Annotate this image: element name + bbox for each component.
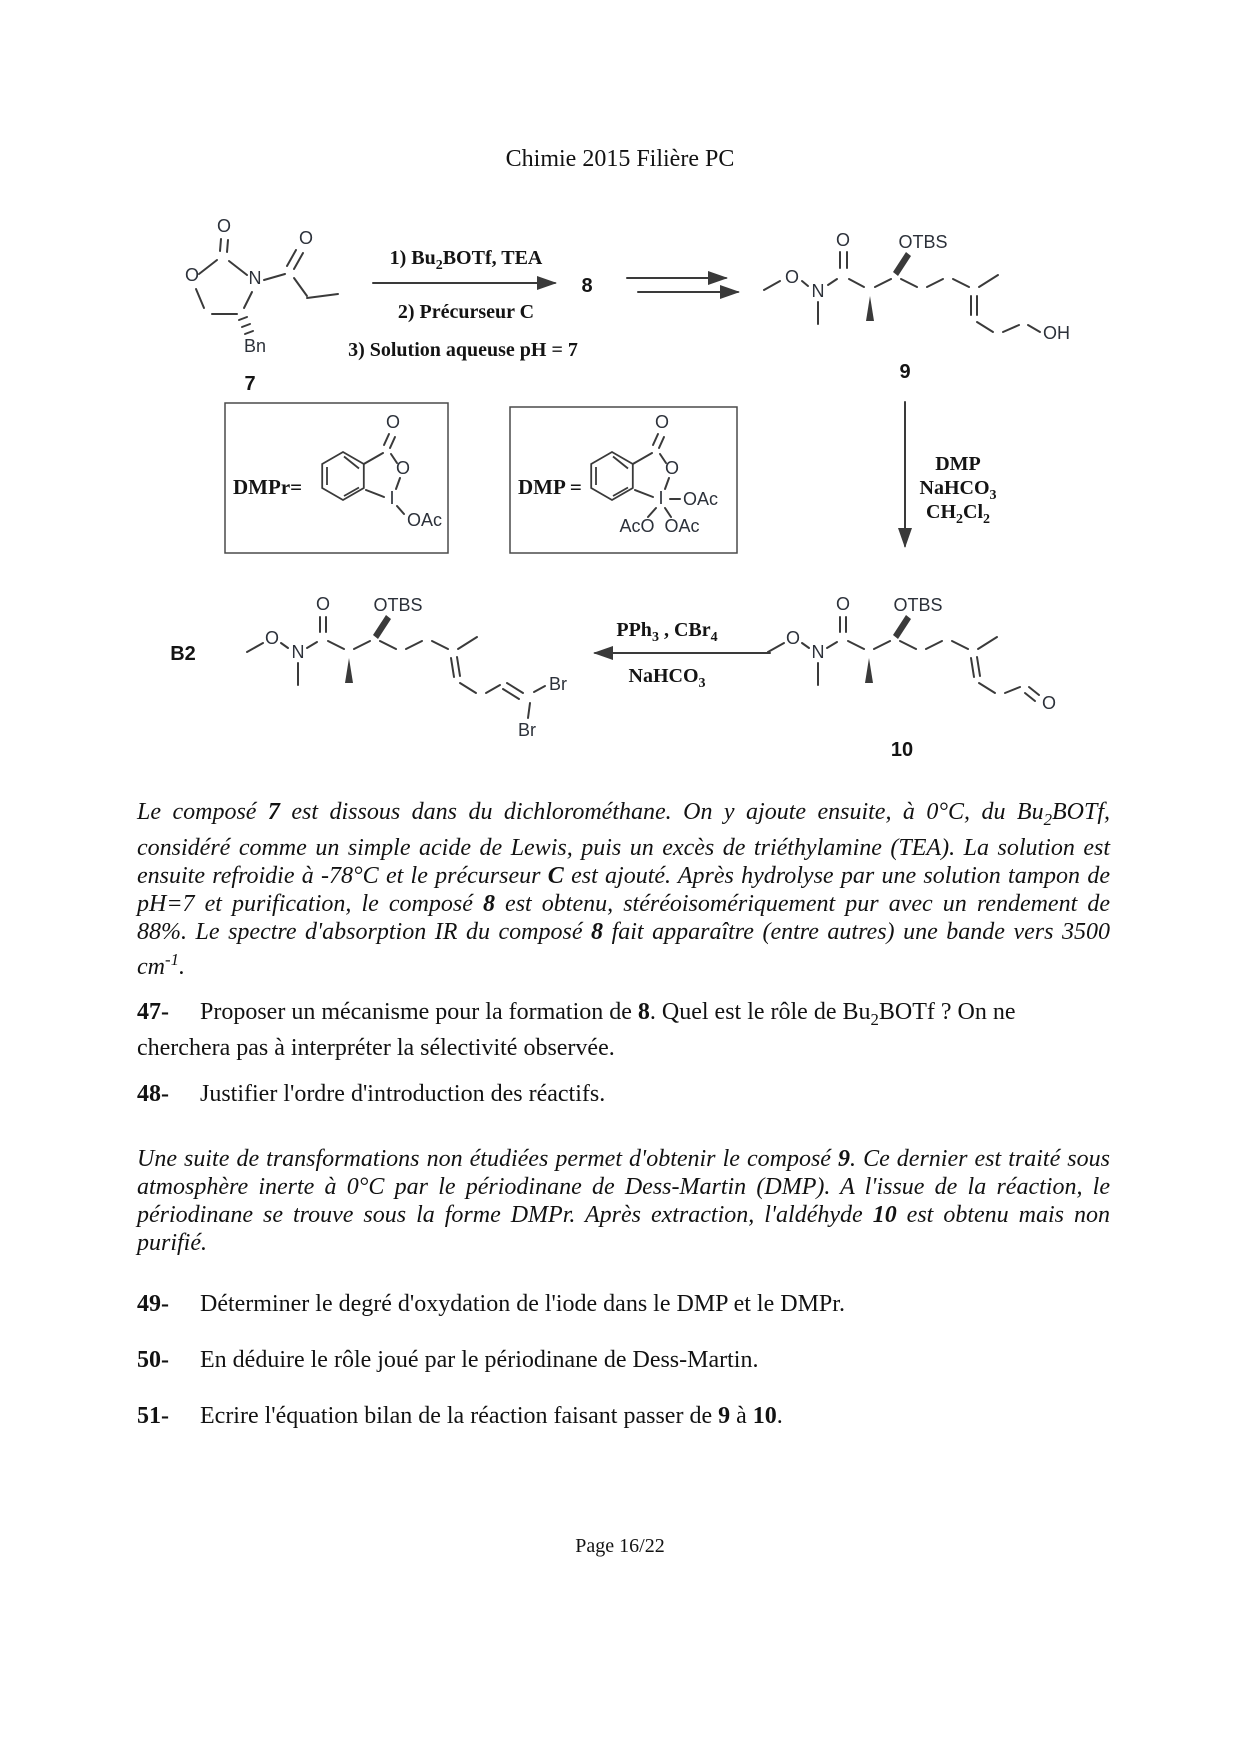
- compound-9-structure: [764, 230, 1070, 383]
- dmp-arrow-reagent-1: DMP: [935, 453, 981, 475]
- dmpr-carbonyl-O-label: O: [385, 412, 401, 432]
- question-48: [137, 1080, 1110, 1108]
- c7-carbonyl-O-label: O: [216, 216, 232, 236]
- dmp-label: DMP =: [518, 475, 582, 499]
- wittig-arrow-reagent-bottom: NaHCO$_3$: [628, 665, 706, 691]
- question-47-number: 47-: [137, 999, 169, 1025]
- compound-10-number: 10: [890, 739, 914, 761]
- dmp-ring-O-label: O: [664, 458, 680, 478]
- question-49-number: 49-: [137, 1291, 169, 1317]
- question-49: [137, 1290, 1110, 1318]
- c7-ring-O-label: O: [184, 265, 200, 285]
- c10-carbonyl-O-label: O: [835, 594, 851, 614]
- dmp-arrow-reagent-3: $CH_2Cl_2$: [926, 501, 990, 527]
- question-49-text: Déterminer le degré d'oxydation de l'iode dans le DMP et le DMPr.: [200, 1291, 845, 1317]
- c7-acyl-O-label: O: [298, 228, 314, 248]
- double-arrow: [627, 278, 738, 292]
- c10-methoxy-O-label: O: [785, 628, 801, 648]
- page-footer: Page 16/22: [575, 1535, 665, 1557]
- dmp-OAc-bottom-label: OAc: [664, 516, 700, 536]
- compound-10-structure: [768, 594, 1056, 761]
- dmp-arrow-reagent-2: NaHCO$_3$: [919, 477, 997, 503]
- compound-7-structure: [185, 216, 338, 395]
- question-47-text: Proposer un mécanisme pour la formation de 8. Quel est le rôle de $Bu_2BOTf$ ? On ne cherchera pas à interpréter la sélectivité observée.: [137, 999, 1016, 1061]
- reaction-scheme: [130, 180, 1110, 802]
- compound-9-number: 9: [899, 361, 911, 383]
- dmpr-definition-box: [225, 403, 448, 553]
- arrow1-step3: 3) Solution aqueuse pH = 7: [348, 339, 578, 361]
- dmpr-ring-O-label: O: [395, 458, 411, 478]
- narrative-paragraph-1: Le composé 7 est dissous dans du dichlorométhane. On y ajoute ensuite, à 0°C, du $Bu_2BOTf$, considéré comme un simple acide de Lewis, puis un excès de triéthylamine (TEA). La solution est ensuite refroidie à -78°C et le précurseur C est ajouté. Après hydrolyse par une solution tampon de pH=7 et purification, le composé 8 est obtenu, stéréoisomériquement pur avec un rendement de 88%. Le spectre d'absorption IR du composé 8 fait apparaître (entre autres) une bande vers 3500 $cm^{-1}$.: [137, 799, 1111, 980]
- c10-OTBS-label: OTBS: [893, 595, 943, 615]
- dmp-OAc-right-label: OAc: [683, 489, 719, 509]
- b2-Br-right-label: Br: [549, 674, 567, 694]
- b2-N-label: N: [291, 642, 305, 662]
- c9-OTBS-label: OTBS: [898, 232, 948, 252]
- dmp-iodine-label: I: [658, 488, 664, 508]
- page-title: Chimie 2015 Filière PC: [505, 146, 735, 172]
- question-48-number: 48-: [137, 1081, 169, 1107]
- c10-aldehyde-O-label: O: [1042, 693, 1057, 713]
- question-50: [137, 1346, 1110, 1374]
- arrow1-step2: 2) Précurseur C: [397, 301, 535, 323]
- question-48-text: Justifier l'ordre d'introduction des réactifs.: [200, 1081, 606, 1107]
- compound-8-number: 8: [581, 275, 593, 297]
- question-50-number: 50-: [137, 1347, 169, 1373]
- dmp-carbonyl-O-label: O: [654, 412, 670, 432]
- question-47: [137, 998, 1110, 1062]
- dmpr-iodine-label: I: [389, 488, 395, 508]
- question-50-text: En déduire le rôle joué par le périodinane de Dess-Martin.: [200, 1347, 759, 1373]
- b2-carbonyl-O-label: O: [315, 594, 331, 614]
- arrow1-step1: 1) $Bu_2BOTf$, TEA: [389, 247, 543, 273]
- c7-N-label: N: [248, 268, 262, 288]
- c10-N-label: N: [811, 642, 825, 662]
- c9-carbonyl-O-label: O: [835, 230, 851, 250]
- question-51-text: Ecrire l'équation bilan de la réaction faisant passer de 9 à 10.: [200, 1403, 783, 1429]
- dmp-definition-box: [510, 407, 737, 553]
- b2-OTBS-label: OTBS: [373, 595, 423, 615]
- compound-B2-number: B2: [170, 643, 196, 665]
- b2-Br-bottom-label: Br: [518, 720, 536, 740]
- dmpr-label: DMPr=: [233, 475, 303, 499]
- compound-B2-structure: [170, 594, 567, 740]
- narrative-paragraph-2: Une suite de transformations non étudiées permet d'obtenir le composé 9. Ce dernier est traité sous atmosphère inerte à 0°C par le périodinane de Dess-Martin (DMP). A l'issue de la réaction, le périodinane se trouve sous la forme DMPr. Après extraction, l'aldéhyde 10 est obtenu mais non purifié.: [137, 1146, 1111, 1256]
- c7-benzyl-label: Bn: [243, 336, 267, 356]
- b2-methoxy-O-label: O: [264, 628, 280, 648]
- c9-methoxy-O-label: O: [784, 267, 800, 287]
- dmpr-OAc-label: OAc: [407, 510, 443, 530]
- question-51-number: 51-: [137, 1403, 169, 1429]
- wittig-arrow-reagent-top: PPh$_3$ , CBr$_4$: [616, 619, 718, 645]
- dmp-AcO-label: AcO: [619, 516, 655, 536]
- question-51: [137, 1402, 1110, 1430]
- c9-N-label: N: [811, 281, 825, 301]
- c9-OH-label: OH: [1043, 323, 1070, 343]
- compound-7-number: 7: [244, 373, 256, 395]
